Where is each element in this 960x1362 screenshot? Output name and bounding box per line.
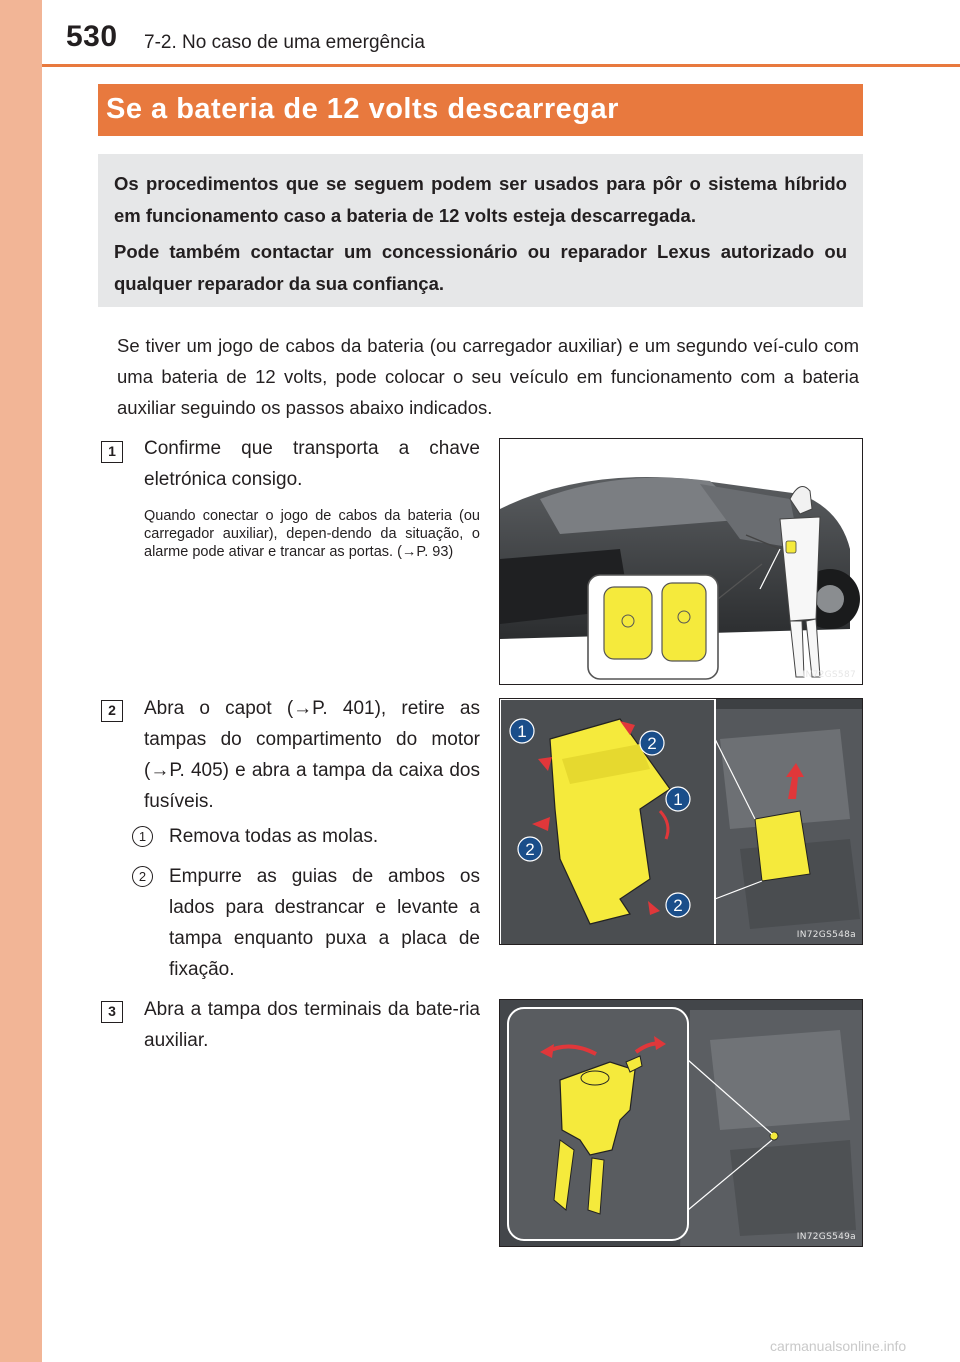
side-band <box>0 0 42 1362</box>
substep-1-number: 1 <box>132 826 153 847</box>
electronic-key-2 <box>662 583 706 661</box>
substep-2-text: Empurre as guias de ambos os lados para destrancar e levante a tampa enquanto puxa a placa de fixação. <box>169 866 480 980</box>
header-rule <box>42 64 960 67</box>
section-title: Se a bateria de 12 volts descarregar <box>106 93 619 125</box>
battery-terminal-illustration <box>500 1000 863 1247</box>
substep-2 <box>138 861 480 985</box>
section-title-bar <box>98 84 863 136</box>
fuse-box-illustration <box>500 699 863 945</box>
figure-code-3: IN72GS549a <box>796 1232 856 1242</box>
car-key-illustration <box>500 439 863 685</box>
figure-battery-terminal <box>499 999 863 1247</box>
chapter-title: 7-2. No caso de uma emergência <box>144 32 425 53</box>
intro-paragraph-1: Os procedimentos que se seguem podem ser usados para pôr o sistema híbrido em funcionamento caso a bateria de 12 volts esteja descarregada. <box>114 173 847 226</box>
figure-code-1: IN72GS587 <box>802 670 856 680</box>
figure-car-key <box>499 438 863 685</box>
figure-callout-c: 1 <box>673 790 683 809</box>
figure-fuse-box <box>499 698 863 945</box>
figure-code-2: IN72GS548a <box>796 930 856 940</box>
figure-callout-a: 1 <box>517 722 527 741</box>
watermark: carmanualsonline.info <box>770 1338 907 1354</box>
intro-box <box>98 154 863 307</box>
intro-paragraph-2: Pode também contactar um concessionário ou reparador Lexus autorizado ou qualquer reparador da sua confiança. <box>114 241 847 294</box>
figure-callout-e: 2 <box>673 896 683 915</box>
substep-1-text: Remova todas as molas. <box>169 826 379 847</box>
step-badge-1: 1 <box>101 441 123 463</box>
step-1-note: Quando conectar o jogo de cabos da bateria (ou carregador auxiliar), depen-dendo da situação, o alarme pode ativar e trancar as portas. (→P. 93) <box>144 508 480 560</box>
step-badge-2: 2 <box>101 700 123 722</box>
figure-callout-d: 2 <box>525 840 535 859</box>
substep-1 <box>138 821 480 852</box>
electronic-key-1 <box>604 587 652 659</box>
lead-paragraph: Se tiver um jogo de cabos da bateria (ou carregador auxiliar) e um segundo veí-culo com uma bateria de 12 volts, pode colocar o seu veículo em funcionamento com a bateria auxiliar seguindo os passos abaixo indicados. <box>117 335 859 418</box>
step-badge-3: 3 <box>101 1001 123 1023</box>
substep-2-number: 2 <box>132 866 153 887</box>
figure-callout-b: 2 <box>647 734 657 753</box>
step-2-text: Abra o capot (→P. 401), retire as tampas do compartimento do motor (→P. 405) e abra a tampa da caixa dos fusíveis. <box>144 698 480 812</box>
step-3-text: Abra a tampa dos terminais da bate-ria auxiliar. <box>144 999 480 1051</box>
fuse-box-small <box>755 811 810 881</box>
page-number: 530 <box>66 20 118 53</box>
step-1-text: Confirme que transporta a chave eletrónica consigo. <box>144 438 480 490</box>
pocket-key <box>786 541 796 553</box>
